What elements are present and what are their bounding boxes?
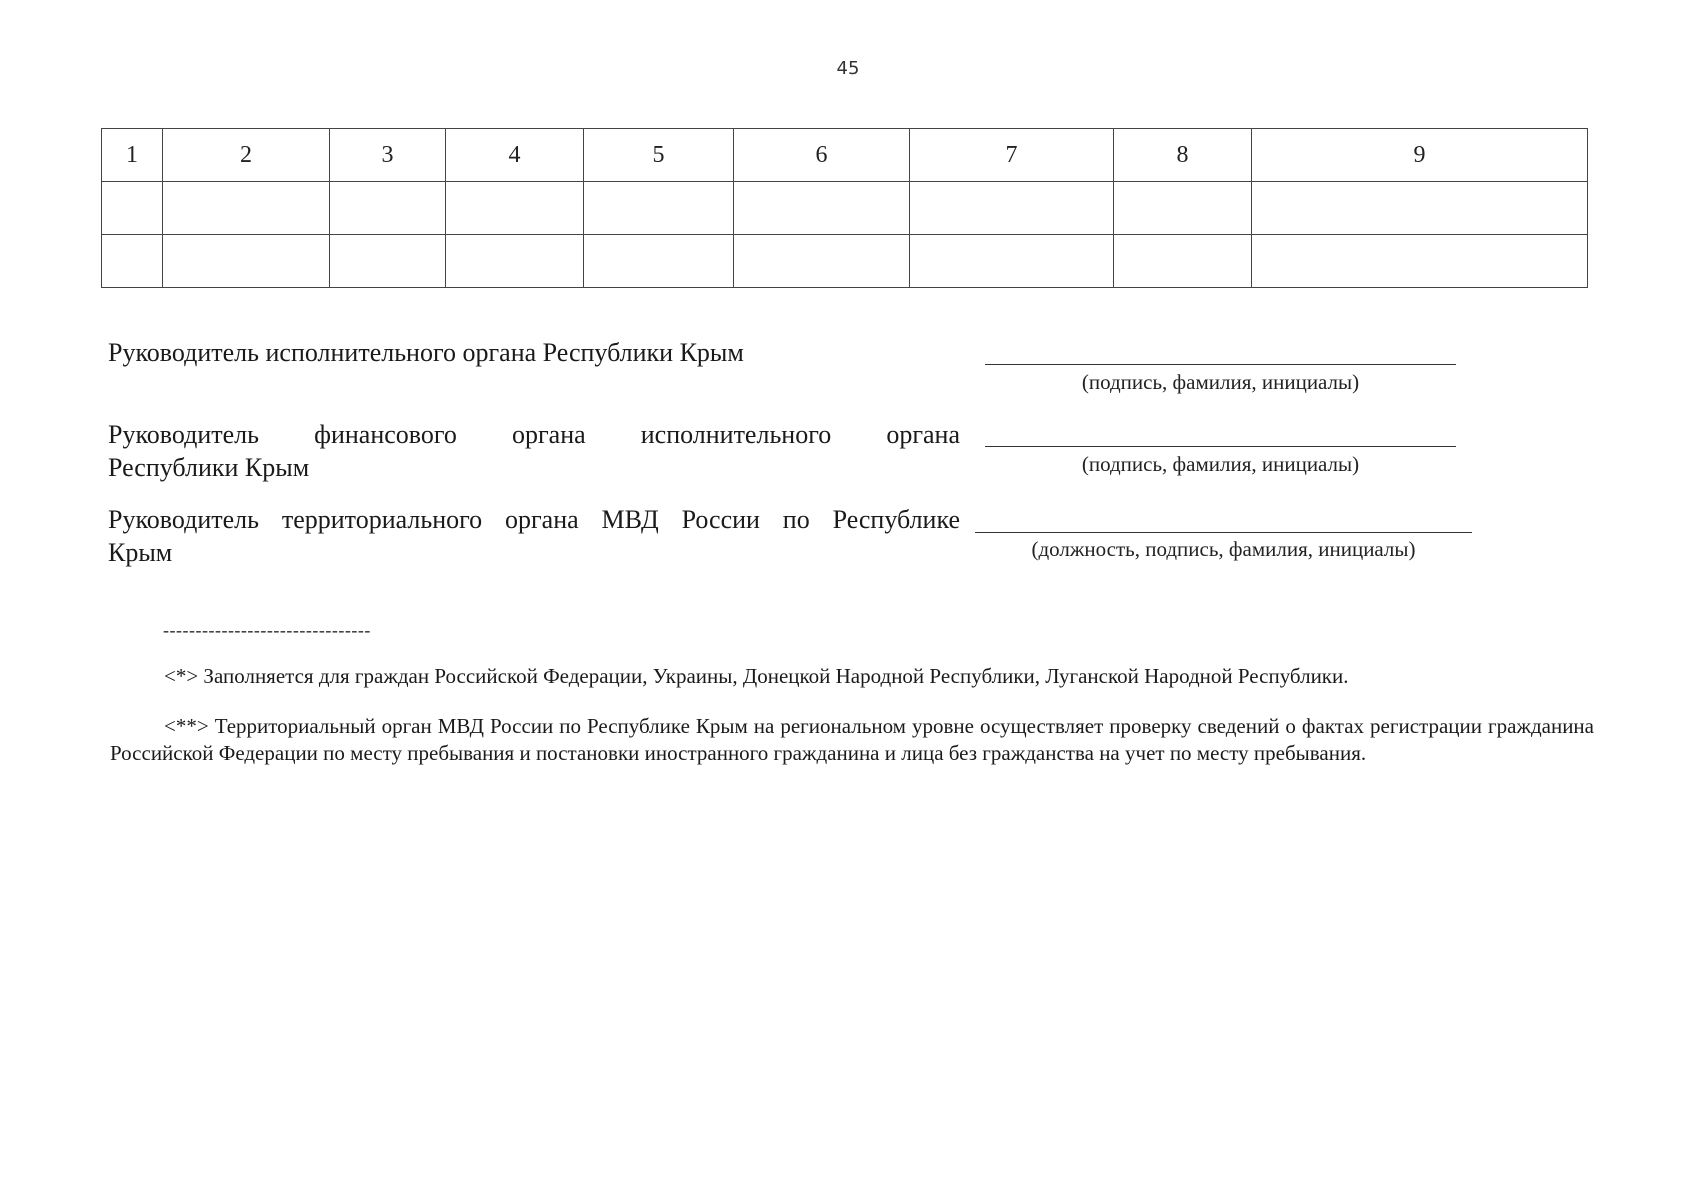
- table-cell: [330, 235, 446, 288]
- page-number: 45: [836, 58, 860, 79]
- column-number: 4: [446, 129, 584, 182]
- column-number: 7: [910, 129, 1114, 182]
- footnote-2: <**> Территориальный орган МВД России по Республике Крым на региональном уровне осуществляет проверку сведений о фактах регистрации гражданина Российской Федерации по месту пребывания и постановки иностранного гражданина и лица без гражданства на учет по месту пребывания.: [110, 714, 1594, 765]
- signature-label-mvd-head: Руководитель территориального органа МВД России по Республике: [108, 505, 960, 534]
- table-cell: [1252, 182, 1588, 235]
- signature-label-finance-head: Руководитель финансового органа исполнительного органа: [108, 420, 960, 449]
- table-cell: [734, 235, 910, 288]
- signature-label-mvd-head-cont: Крым: [108, 538, 173, 567]
- footnote-separator: --------------------------------: [163, 620, 371, 640]
- signature-line: [975, 532, 1472, 533]
- table-cell: [163, 182, 330, 235]
- table-cell: [910, 235, 1114, 288]
- signature-caption: (подпись, фамилия, инициалы): [1081, 452, 1360, 476]
- table-cell: [910, 182, 1114, 235]
- table-cell: [584, 235, 734, 288]
- signature-caption: (должность, подпись, фамилия, инициалы): [1031, 537, 1416, 561]
- signature-caption: (подпись, фамилия, инициалы): [1081, 370, 1360, 394]
- table-cell: [446, 235, 584, 288]
- table-cell: [1252, 235, 1588, 288]
- table-cell: [584, 182, 734, 235]
- column-number: 8: [1114, 129, 1252, 182]
- table-cell: [1114, 182, 1252, 235]
- column-number: 1: [102, 129, 163, 182]
- table-header-row: [102, 129, 1588, 182]
- table-cell: [446, 182, 584, 235]
- signature-line: [985, 364, 1456, 365]
- form-table: [101, 128, 1588, 288]
- table-cell: [734, 182, 910, 235]
- table-cell: [102, 182, 163, 235]
- signature-line: [985, 446, 1456, 447]
- column-number: 9: [1252, 129, 1588, 182]
- table-cell: [330, 182, 446, 235]
- column-number: 5: [584, 129, 734, 182]
- table-cell: [102, 235, 163, 288]
- signature-label-finance-head-cont: Республики Крым: [108, 453, 310, 482]
- table-row: [102, 235, 1588, 288]
- signature-label-executive-head: Руководитель исполнительного органа Республики Крым: [108, 338, 744, 367]
- column-number: 6: [734, 129, 910, 182]
- table-row: [102, 182, 1588, 235]
- column-number: 3: [330, 129, 446, 182]
- table-cell: [163, 235, 330, 288]
- footnote-1: <*> Заполняется для граждан Российской Федерации, Украины, Донецкой Народной Республики, Луганской Народной Республики.: [164, 664, 1349, 688]
- table-cell: [1114, 235, 1252, 288]
- column-number: 2: [163, 129, 330, 182]
